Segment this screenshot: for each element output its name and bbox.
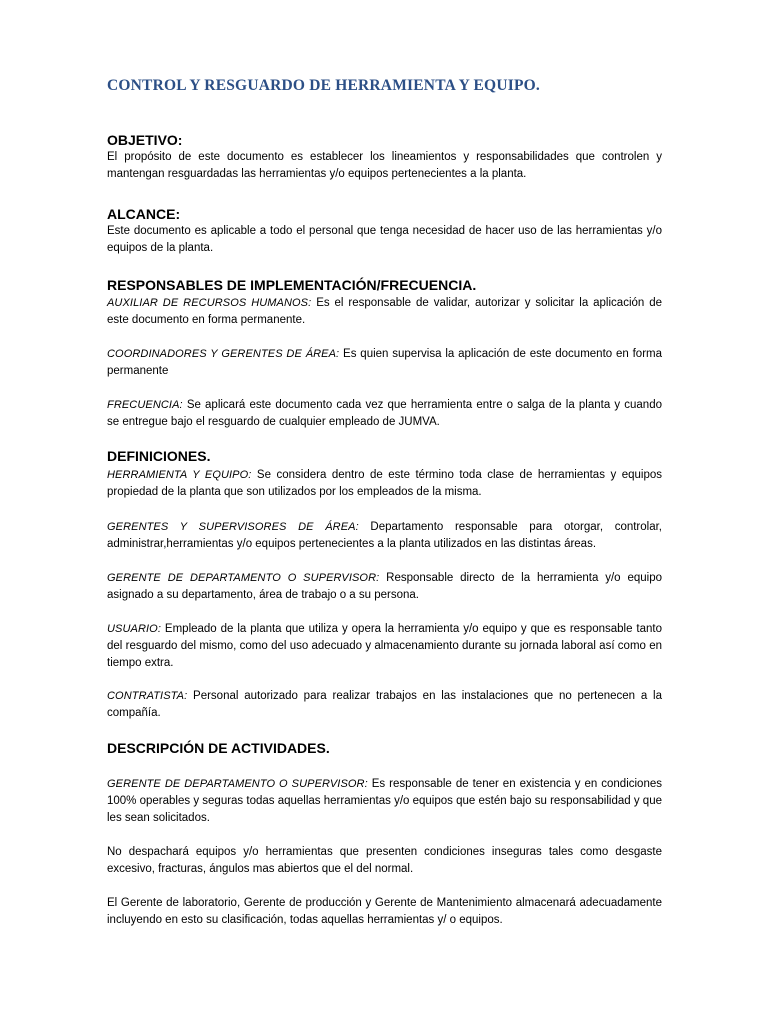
definition-item	[107, 570, 662, 604]
term-label: COORDINADORES Y GERENTES DE ÁREA:	[107, 348, 340, 360]
document-page	[107, 0, 662, 1024]
term-description: No despachará equipos y/o herramientas que presenten condiciones inseguras tales como desgaste excesivo, fracturas, ángulos mas abiertos que el del normal.	[107, 846, 662, 875]
section-alcance	[107, 205, 662, 257]
term-label: USUARIO:	[107, 623, 161, 635]
term-description: Es responsable de tener en existencia y en condiciones 100% operables y seguras todas aquellas herramientas y/o equipos que estén bajo su responsabilidad y que les sean solicitados.	[107, 778, 662, 824]
term-description: Es el responsable de validar, autorizar y solicitar la aplicación de este documento en forma permanente.	[107, 297, 662, 326]
definition-item	[107, 621, 662, 672]
paragraph-alcance: Este documento es aplicable a todo el personal que tenga necesidad de hacer uso de las herramientas y/o equipos de la planta.	[107, 225, 662, 254]
term-label: GERENTE DE DEPARTAMENTO O SUPERVISOR:	[107, 572, 380, 584]
activity-item	[107, 844, 662, 878]
term-label: AUXILIAR DE RECURSOS HUMANOS:	[107, 297, 312, 309]
heading-definiciones: DEFINICIONES.	[107, 448, 211, 464]
term-label: FRECUENCIA:	[107, 399, 183, 411]
term-description: Se aplicará este documento cada vez que herramienta entre o salga de la planta y cuando se entregue bajo el resguardo de cualquier empleado de JUMVA.	[107, 399, 662, 428]
definition-item	[107, 519, 662, 553]
heading-objetivo: OBJETIVO:	[107, 132, 183, 148]
section-objetivo	[107, 131, 662, 183]
term-description: Departamento responsable para otorgar, controlar, administrar,herramientas y/o equipos pertenecientes a la planta utilizados en las distintas áreas.	[107, 521, 662, 550]
term-label: CONTRATISTA:	[107, 690, 188, 702]
term-description: El Gerente de laboratorio, Gerente de producción y Gerente de Mantenimiento almacenará adecuadamente incluyendo en esto su clasificación, todas aquellas herramientas y/ o equipos.	[107, 897, 662, 926]
term-label: GERENTE DE DEPARTAMENTO O SUPERVISOR:	[107, 778, 368, 790]
responsable-item	[107, 295, 662, 329]
term-label: GERENTES Y SUPERVISORES DE ÁREA:	[107, 521, 359, 533]
responsable-item	[107, 346, 662, 380]
term-description: Es quien supervisa la aplicación de este documento en forma permanente	[107, 348, 663, 377]
definition-item	[107, 467, 662, 501]
term-description: Personal autorizado para realizar trabajos en las instalaciones que no pertenecen a la compañía.	[107, 690, 662, 719]
section-descripcion	[107, 739, 662, 757]
paragraph-objetivo: El propósito de este documento es establecer los lineamientos y responsabilidades que controlen y mantengan resguardadas las herramientas y/o equipos pertenecientes a la planta.	[107, 151, 662, 180]
section-definiciones	[107, 447, 662, 465]
section-responsables	[107, 276, 662, 294]
term-label: HERRAMIENTA Y EQUIPO:	[107, 469, 252, 481]
heading-alcance: ALCANCE:	[107, 206, 181, 222]
definition-item	[107, 688, 662, 722]
term-description: Responsable directo de la herramienta y/o equipo asignado a su departamento, área de trabajo o a su persona.	[107, 572, 662, 601]
heading-descripcion: DESCRIPCIÓN DE ACTIVIDADES.	[107, 740, 330, 756]
term-description: Empleado de la planta que utiliza y opera la herramienta y/o equipo y que es responsable tanto del resguardo del mismo, como del uso adecuado y almacenamiento durante su jornada laboral así como en tiempo extra.	[107, 623, 662, 669]
document-title: CONTROL Y RESGUARDO DE HERRAMIENTA Y EQUIPO.	[107, 77, 540, 94]
activity-item	[107, 776, 662, 827]
heading-responsables: RESPONSABLES DE IMPLEMENTACIÓN/FRECUENCIA.	[107, 277, 477, 293]
responsable-item	[107, 397, 662, 431]
term-description: Se considera dentro de este término toda clase de herramientas y equipos propiedad de la planta que son utilizados por los empleados de la misma.	[107, 469, 662, 498]
activity-item	[107, 895, 662, 929]
